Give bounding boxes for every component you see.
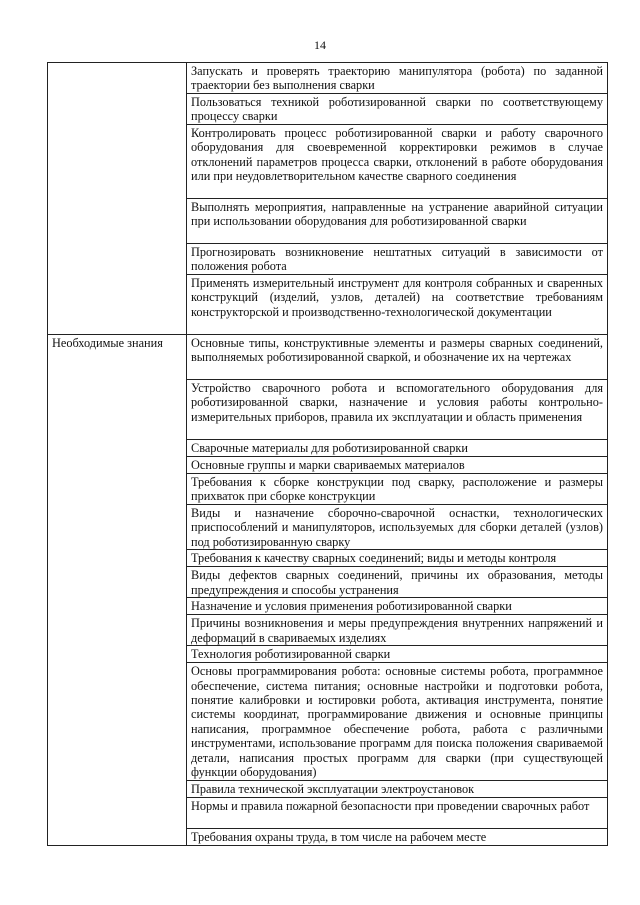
skill-item: Прогнозировать возникновение нештатных ситуаций в зависимости от положения робота	[191, 245, 603, 274]
knowledge-item: Требования к сборке конструкции под сварку, расположение и размеры прихваток при сборке конструкции	[191, 475, 603, 504]
skill-item: Выполнять мероприятия, направленные на устранение аварийной ситуации при использовании оборудования для роботизированной сварки	[191, 200, 603, 229]
knowledge-item: Нормы и правила пожарной безопасности при проведении сварочных работ	[191, 799, 590, 814]
table-cell	[187, 474, 608, 505]
skill-item: Применять измерительный инструмент для контроля собранных и сваренных конструкций (изделий, узлов, деталей) на соответствие требованиям конструкторской и производственно-технологической документации	[191, 276, 603, 319]
knowledge-item: Правила технической эксплуатации электроустановок	[191, 782, 475, 797]
table-cell	[187, 244, 608, 275]
table-cell	[187, 380, 608, 440]
table-cell	[187, 125, 608, 199]
knowledge-item: Виды дефектов сварных соединений, причины их образования, методы предупреждения и способы устранения	[191, 568, 603, 597]
table-cell	[187, 598, 608, 615]
knowledge-item: Устройство сварочного робота и вспомогательного оборудования для роботизированной сварки, назначение и условия работы контрольно-измерительных приборов, правила их эксплуатации и область применения	[191, 381, 603, 424]
knowledge-item: Основные группы и марки свариваемых материалов	[191, 458, 465, 472]
table-cell	[187, 275, 608, 335]
skills-label-cell	[48, 63, 187, 335]
table-cell	[187, 829, 608, 846]
knowledge-label: Необходимые знания	[52, 336, 163, 350]
table-cell	[187, 440, 608, 457]
table-cell	[187, 781, 608, 798]
table-cell	[187, 335, 608, 380]
knowledge-item: Требования охраны труда, в том числе на рабочем месте	[191, 830, 487, 845]
knowledge-item: Основы программирования робота: основные системы робота, программное обеспечение, система питания; основные настройки и подготовки робота, понятие калибровки и юстировки робота, активация инструмента, понятие системы координат, программирование движения и основные принципы написания, программное обеспечение робота, работа с различными инструментами, использование программ для поиска положения свариваемой детали, написания простых программ для сварки (при существующей функции оборудования)	[191, 664, 603, 780]
knowledge-item: Назначение и условия применения роботизированной сварки	[191, 599, 512, 614]
table-cell	[187, 646, 608, 663]
table-row	[48, 335, 608, 380]
table-cell	[187, 567, 608, 598]
table-row	[48, 63, 608, 94]
knowledge-item: Технология роботизированной сварки	[191, 647, 391, 662]
knowledge-item: Виды и назначение сборочно-сварочной оснастки, технологических приспособлений и манипуляторов, используемых для сборки деталей (узлов) под роботизированную сварку	[191, 506, 603, 549]
knowledge-item: Требования к качеству сварных соединений; виды и методы контроля	[191, 551, 557, 566]
knowledge-item: Сварочные материалы для роботизированной сварки	[191, 441, 468, 455]
skill-item: Запускать и проверять траекторию манипулятора (робота) по заданной траектории без выполнения сварки	[191, 64, 603, 93]
table-cell	[187, 505, 608, 550]
table-cell	[187, 94, 608, 125]
table-cell	[187, 798, 608, 829]
skill-item: Контролировать процесс роботизированной сварки и работу сварочного оборудования для своевременной корректировки режимов в случае отклонений параметров процесса сварки, отклонений в работе оборудования или при неудовлетворительном качестве сварного соединения	[191, 126, 603, 184]
table-cell	[187, 663, 608, 781]
table-cell	[187, 615, 608, 646]
competency-table	[47, 62, 608, 846]
page-number: 14	[314, 38, 326, 52]
skill-item: Пользоваться техникой роботизированной сварки по соответствующему процессу сварки	[191, 95, 603, 124]
table-cell	[187, 550, 608, 567]
knowledge-item: Причины возникновения и меры предупреждения внутренних напряжений и деформаций в свариваемых изделиях	[191, 616, 603, 645]
knowledge-item: Основные типы, конструктивные элементы и размеры сварных соединений, выполняемых роботизированной сваркой, и обозначение их на чертежах	[191, 336, 603, 365]
knowledge-label-cell	[48, 335, 187, 846]
table-cell	[187, 199, 608, 244]
table-cell	[187, 63, 608, 94]
table-cell	[187, 457, 608, 474]
